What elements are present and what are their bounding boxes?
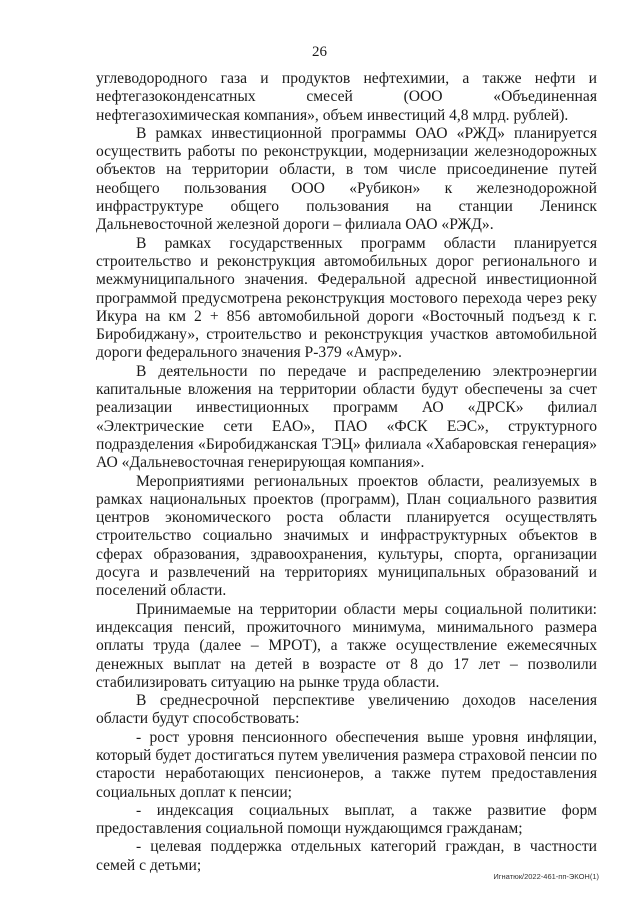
paragraph-road-construction: В рамках государственных программ области планируется строительство и реконструкция автомобильных дорог регионального и межмуниципального значения. Федеральной адресной инвестиционной программой предусмотрена реконструкция мостового перехода через реку Икура на км 2 + 856 автомобильной дороги «Восточный подъезд к г. Биробиджану», строительство и реконструкция участков автомобильной дороги федерального значения Р-379 «Амур». [96, 234, 597, 362]
paragraph-regional-projects: Мероприятиями региональных проектов области, реализуемых в рамках национальных проектов (программ), План социального развития центров экономического роста области планируется осуществлять строительство социально значимых и инфраструктурных объектов в сферах образования, здравоохранения, культуры, спорта, организации досуга и развлечений на территориях муниципальных образований и поселений области. [96, 472, 597, 600]
paragraph-electricity: В деятельности по передаче и распределению электроэнергии капитальные вложения на территории области будут обеспечены за счет реализации инвестиционных программ АО «ДРСК» филиал «Электрические сети ЕАО», ПАО «ФСК ЕЭС», структурного подразделения «Биробиджанская ТЭЦ» филиала «Хабаровская генерация» АО «Дальневосточная генерирующая компания». [96, 362, 597, 472]
paragraph-gas-chemicals: углеводородного газа и продуктов нефтехимии, а также нефти и нефтегазоконденсатных смесей (ООО «Объединенная нефтегазохимическая компания», объем инвестиций 4,8 млрд. рублей). [96, 70, 597, 124]
document-body [96, 70, 597, 875]
list-item-social-payments: - индексация социальных выплат, а также развитие форм предоставления социальной помощи нуждающимся гражданам; [96, 801, 597, 838]
page-number: 26 [312, 44, 327, 60]
paragraph-income-growth: В среднесрочной перспективе увеличению доходов населения области будут способствовать: [96, 692, 597, 728]
paragraph-rzd-program: В рамках инвестиционной программы ОАО «РЖД» планируется осуществить работы по реконструкции, модернизации железнодорожных объектов на территории области, в том числе присоединение путей необщего пользования ООО «Рубикон» к железнодорожной инфраструктуре общего пользования на станции Ленинск Дальневосточной железной дороги – филиала ОАО «РЖД». [96, 124, 597, 234]
paragraph-social-policy: Принимаемые на территории области меры социальной политики: индексация пенсий, прожиточного минимума, минимального размера оплаты труда (далее – МРОТ), а также осуществление ежемесячных денежных выплат на детей в возрасте от 8 до 17 лет – позволили стабилизировать ситуацию на рынке труда области. [96, 600, 597, 691]
document-footer-code: Игнатюк/2022-461-пп-ЭКОН(1) [493, 872, 599, 881]
list-item-pensions: - рост уровня пенсионного обеспечения выше уровня инфляции, который будет достигаться путем увеличения размера страховой пенсии по старости неработающих пенсионеров, а также путем предоставления социальных доплат к пенсии; [96, 728, 597, 801]
list-item-family-support: - целевая поддержка отдельных категорий граждан, в частности семей с детьми; [96, 838, 597, 874]
